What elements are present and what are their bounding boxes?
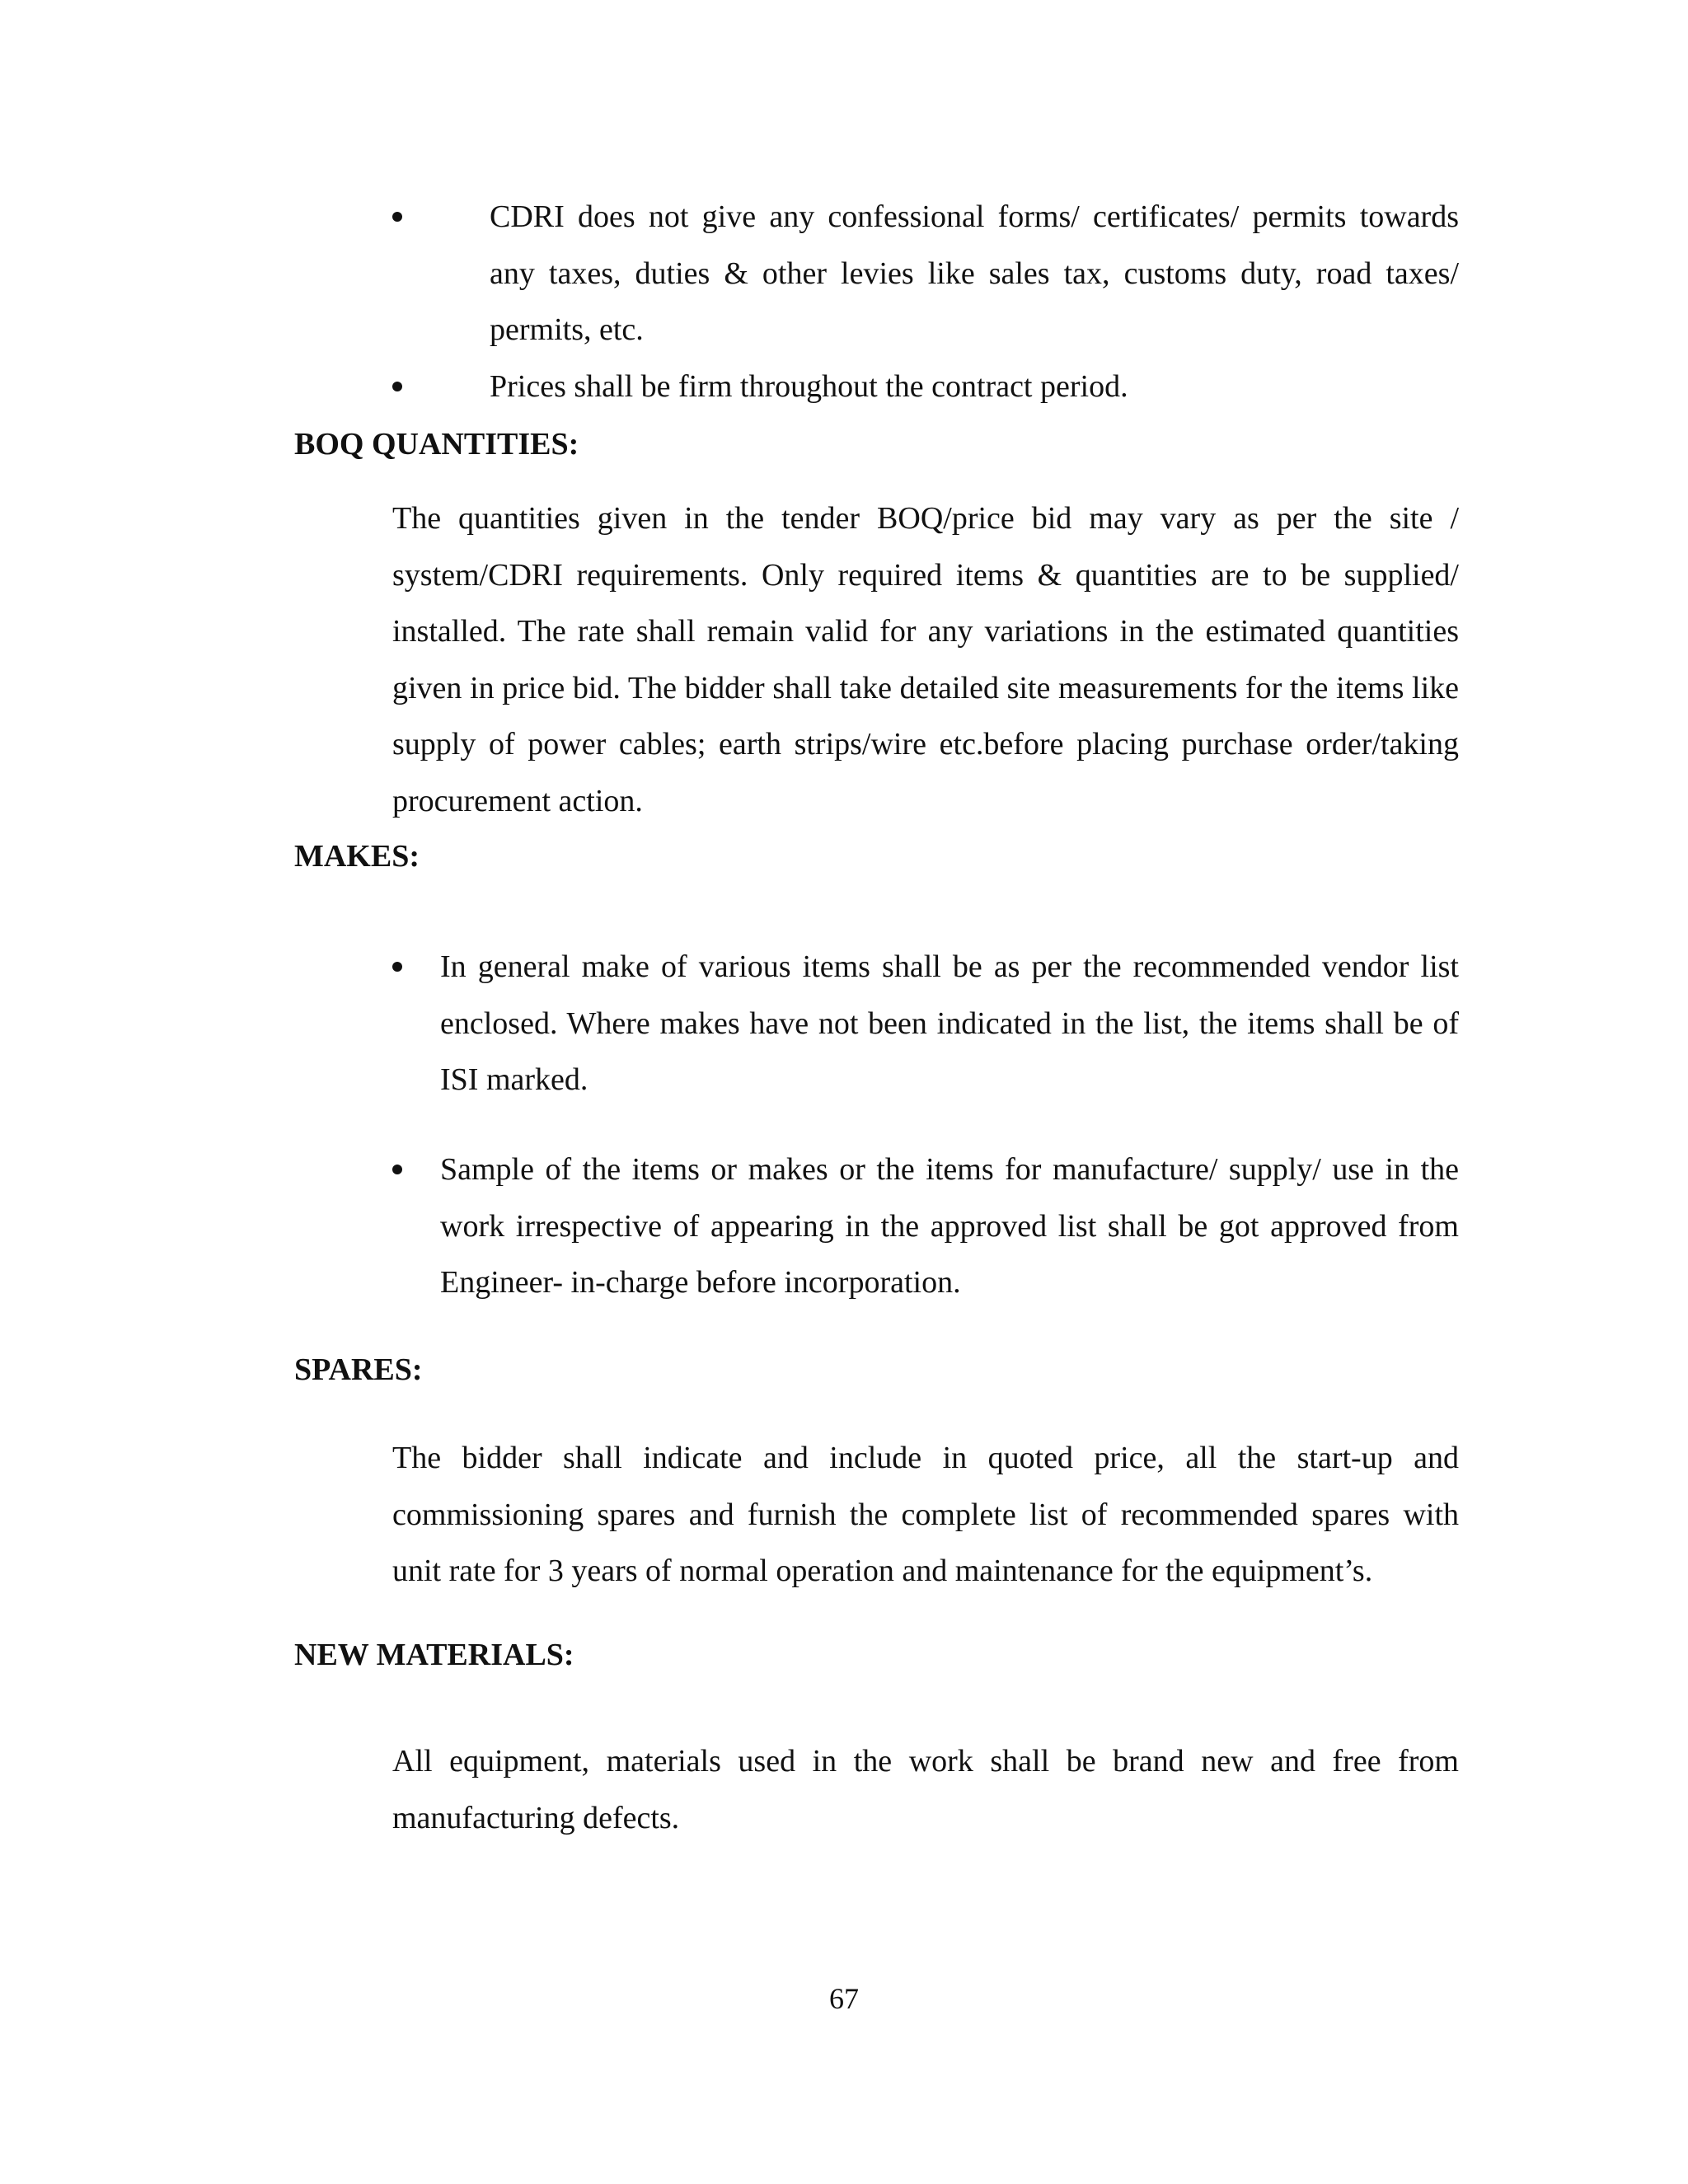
makes-heading: MAKES: bbox=[294, 839, 420, 874]
spares-heading: SPARES: bbox=[294, 1352, 423, 1387]
bullet-marker bbox=[392, 196, 414, 237]
taxes-bullet-2: Prices shall be firm throughout the contract period. bbox=[490, 369, 1128, 404]
new-materials-heading: NEW MATERIALS: bbox=[294, 1638, 574, 1672]
new-materials-paragraph: All equipment, materials used in the work shall be brand new and free from manufacturing defects. bbox=[392, 1744, 1459, 1835]
page-number: 67 bbox=[829, 1982, 859, 2015]
boq-quantities-paragraph: The quantities given in the tender BOQ/price bid may vary as per the site / system/CDRI requirements. Only required items & quantities are to be supplied/ installed. The rate shall remain valid for any variations in the estimated quantities given in price bid. The bidder shall take detailed site measurements for the items like supply of power cables; earth strips/wire etc.before placing purchase order/taking procurement action. bbox=[392, 501, 1459, 818]
makes-bullet-1: In general make of various items shall be as per the recommended vendor list enclosed. Where makes have not been indicated in the list, the items shall be of ISI marked. bbox=[440, 949, 1459, 1097]
spares-paragraph: The bidder shall indicate and include in quoted price, all the start-up and commissioning spares and furnish the complete list of recommended spares with unit rate for 3 years of normal operation and maintenance for the equipment’s. bbox=[392, 1441, 1459, 1588]
bullet-marker bbox=[392, 946, 414, 987]
bullet-marker bbox=[392, 1149, 414, 1190]
bullet-marker bbox=[392, 366, 414, 407]
taxes-bullet-1: CDRI does not give any confessional forms/ certificates/ permits towards any taxes, duties & other levies like sales tax, customs duty, road taxes/ permits, etc. bbox=[490, 199, 1459, 347]
makes-bullet-2: Sample of the items or makes or the items for manufacture/ supply/ use in the work irrespective of appearing in the approved list shall be got approved from Engineer- in-charge before incorporation. bbox=[440, 1152, 1459, 1300]
boq-quantities-heading: BOQ QUANTITIES: bbox=[294, 427, 579, 462]
